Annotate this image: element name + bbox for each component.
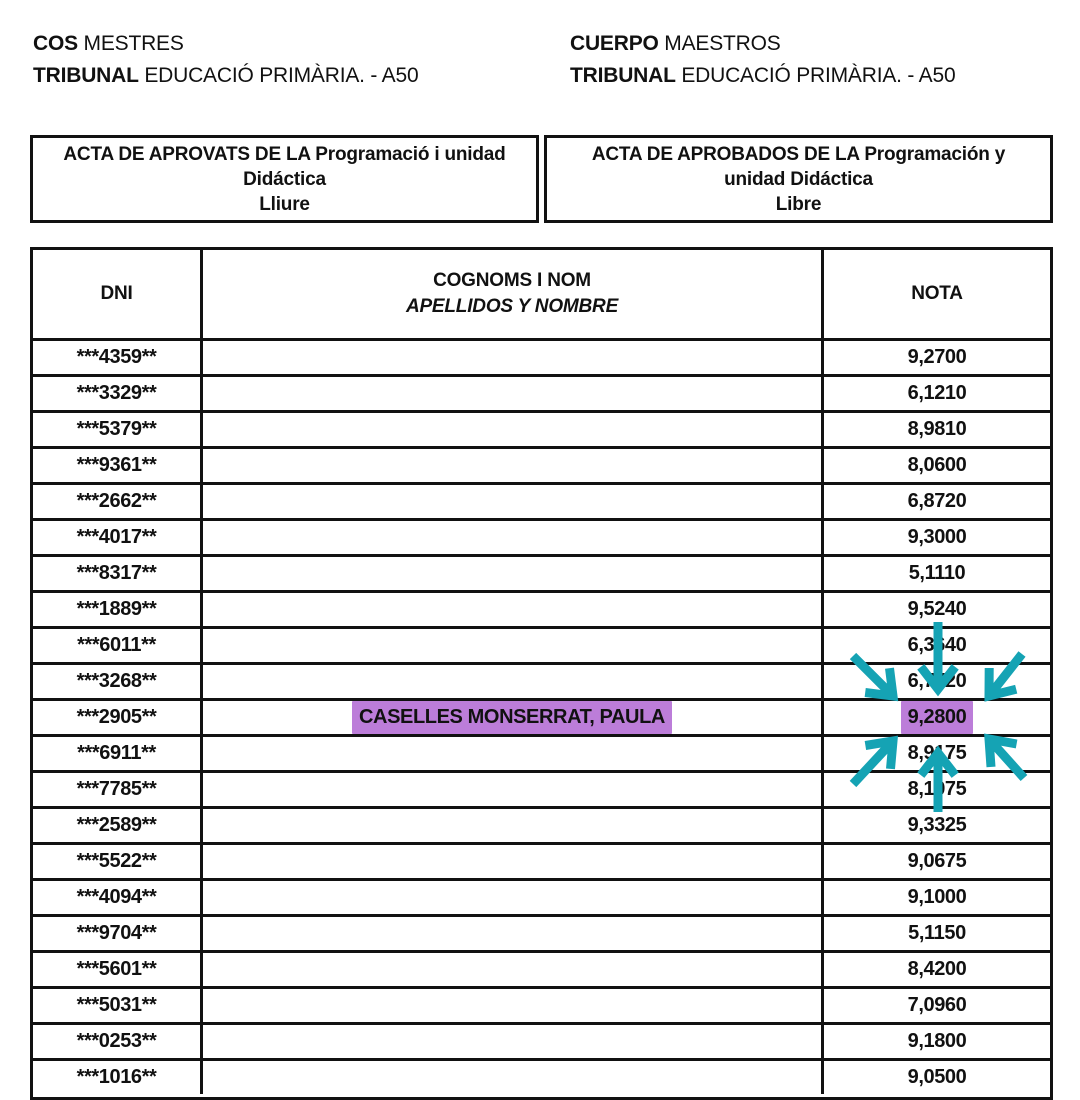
nota-cell [824,881,1050,914]
name-cell [203,377,824,410]
name-cell [203,629,824,662]
nota-value: 5,1150 [908,922,966,944]
nota-cell [824,1061,1050,1094]
nota-value: 6,7720 [907,670,967,692]
acta-line: unidad Didáctica [724,168,873,190]
header-regular-text: EDUCACIÓ PRIMÀRIA. - A50 [138,64,419,87]
dni-value: ***9704** [76,922,157,944]
header-bold-text: TRIBUNAL [33,64,139,87]
table-row [33,521,1050,557]
nota-value: 9,0500 [907,1066,967,1088]
table-row [33,449,1050,485]
nota-cell [824,521,1050,554]
table-row [33,557,1050,593]
dni-value: ***2662** [76,490,157,512]
name-cell [203,881,824,914]
candidate-name-highlighted: CASELLES MONSERRAT, PAULA [352,701,672,734]
dni-value: ***8317** [76,562,157,584]
dni-value: ***0253** [76,1030,157,1052]
header-tribunal-line [570,60,955,92]
dni-cell [33,917,203,950]
dni-cell [33,989,203,1022]
header-spanish [570,28,955,92]
table-row [33,665,1050,701]
nota-value-highlighted: 9,2800 [901,701,974,734]
nota-value: 9,0675 [907,850,967,872]
dni-cell [33,845,203,878]
name-cell [203,485,824,518]
nota-value: 8,0600 [907,454,967,476]
name-cell [203,773,824,806]
nota-value: 6,1210 [907,382,967,404]
acta-line: Lliure [259,193,310,215]
name-cell [203,989,824,1022]
name-cell [203,521,824,554]
nota-value: 7,0960 [907,994,967,1016]
nota-cell [824,341,1050,374]
dni-cell [33,665,203,698]
dni-value: ***6011** [77,634,156,656]
table-row [33,845,1050,881]
dni-value: ***4017** [76,526,157,548]
nota-value: 9,1000 [907,886,967,908]
header-regular-text: MAESTROS [658,32,781,55]
nota-cell [824,701,1050,734]
name-cell [203,593,824,626]
header-bold-text: TRIBUNAL [570,64,676,87]
header-bold-text: COS [33,32,78,55]
nota-cell [824,665,1050,698]
nota-value: 8,1075 [907,778,967,800]
results-body [33,341,1050,1097]
name-cell [203,413,824,446]
table-row [33,953,1050,989]
nota-cell [824,377,1050,410]
dni-value: ***1016** [76,1066,157,1088]
name-cell [203,809,824,842]
dni-cell [33,809,203,842]
table-row [33,341,1050,377]
table-row [33,593,1050,629]
dni-value: ***5031** [76,994,157,1016]
dni-value: ***2905** [76,706,157,728]
dni-value: ***1889** [76,598,157,620]
nota-cell [824,737,1050,770]
dni-cell [33,521,203,554]
name-cell [203,953,824,986]
nota-cell [824,845,1050,878]
dni-cell [33,1025,203,1058]
nota-value: 9,5240 [907,598,967,620]
acta-line: ACTA DE APROVATS DE LA Programació i unidad [63,143,506,165]
nota-value: 8,9810 [907,418,967,440]
dni-cell [33,377,203,410]
table-row [33,701,1050,737]
nota-value: 9,1800 [907,1030,967,1052]
dni-value: ***7785** [76,778,157,800]
header-regular-text: MESTRES [77,32,184,55]
nota-cell [824,809,1050,842]
dni-cell [33,413,203,446]
header-body-line [570,28,955,60]
results-table [30,247,1053,1100]
dni-cell [33,593,203,626]
dni-cell [33,341,203,374]
name-cell [203,341,824,374]
header-body-line [33,28,418,60]
name-cell [203,449,824,482]
dni-value: ***5379** [76,418,157,440]
name-cell [203,845,824,878]
dni-cell [33,449,203,482]
nota-value: 6,3640 [907,634,967,656]
nota-cell [824,557,1050,590]
dni-value: ***4094** [76,886,157,908]
table-row [33,413,1050,449]
nota-cell [824,1025,1050,1058]
dni-cell [33,737,203,770]
table-row [33,1061,1050,1097]
header-catalan [33,28,418,92]
table-row [33,989,1050,1025]
dni-cell [33,701,203,734]
nota-value: 5,1110 [908,562,966,584]
dni-value: ***9361** [76,454,157,476]
dni-value: ***3329** [76,382,157,404]
dni-cell [33,485,203,518]
dni-value: ***6911** [77,742,156,764]
name-cell [203,737,824,770]
nota-value: 9,3325 [907,814,967,836]
dni-value: ***3268** [76,670,157,692]
dni-cell [33,881,203,914]
nota-cell [824,953,1050,986]
header-regular-text: EDUCACIÓ PRIMÀRIA. - A50 [675,64,956,87]
dni-cell [33,557,203,590]
nota-cell [824,917,1050,950]
table-header-row [33,250,1050,341]
name-cell [203,557,824,590]
nota-cell [824,413,1050,446]
acta-line: Didáctica [243,168,326,190]
nota-cell [824,629,1050,662]
table-row [33,1025,1050,1061]
name-cell [203,1025,824,1058]
dni-cell [33,773,203,806]
acta-line: Libre [775,193,822,215]
dni-value: ***2589** [76,814,157,836]
dni-cell [33,1061,203,1094]
table-row [33,377,1050,413]
column-header-name-catalan: COGNOMS I NOM [433,270,591,291]
acta-title-box [30,135,1053,223]
header-tribunal-line [33,60,418,92]
acta-title-catalan [30,135,539,223]
nota-value: 9,3000 [907,526,967,548]
nota-cell [824,989,1050,1022]
dni-value: ***5522** [76,850,157,872]
table-row [33,737,1050,773]
column-header-name-spanish: APELLIDOS Y NOMBRE [405,296,619,317]
dni-value: ***4359** [76,346,157,368]
header-bold-text: CUERPO [570,32,659,55]
nota-value: 8,4200 [907,958,967,980]
acta-title-spanish [544,135,1053,223]
nota-cell [824,773,1050,806]
table-row [33,629,1050,665]
table-row [33,773,1050,809]
nota-cell [824,593,1050,626]
column-header-name [203,250,824,338]
dni-cell [33,953,203,986]
dni-value: ***5601** [76,958,157,980]
acta-line: ACTA DE APROBADOS DE LA Programación y [591,143,1006,165]
nota-value: 9,2700 [907,346,967,368]
column-header-nota: NOTA [911,283,963,304]
dni-cell [33,629,203,662]
name-cell [203,917,824,950]
name-cell [203,1061,824,1094]
table-row [33,485,1050,521]
nota-value: 6,8720 [907,490,967,512]
name-cell [203,665,824,698]
nota-value: 8,9175 [907,742,967,764]
table-row [33,881,1050,917]
table-row [33,917,1050,953]
name-cell [203,701,824,734]
nota-cell [824,485,1050,518]
column-header-dni: DNI [33,250,203,338]
nota-cell [824,449,1050,482]
table-row [33,809,1050,845]
